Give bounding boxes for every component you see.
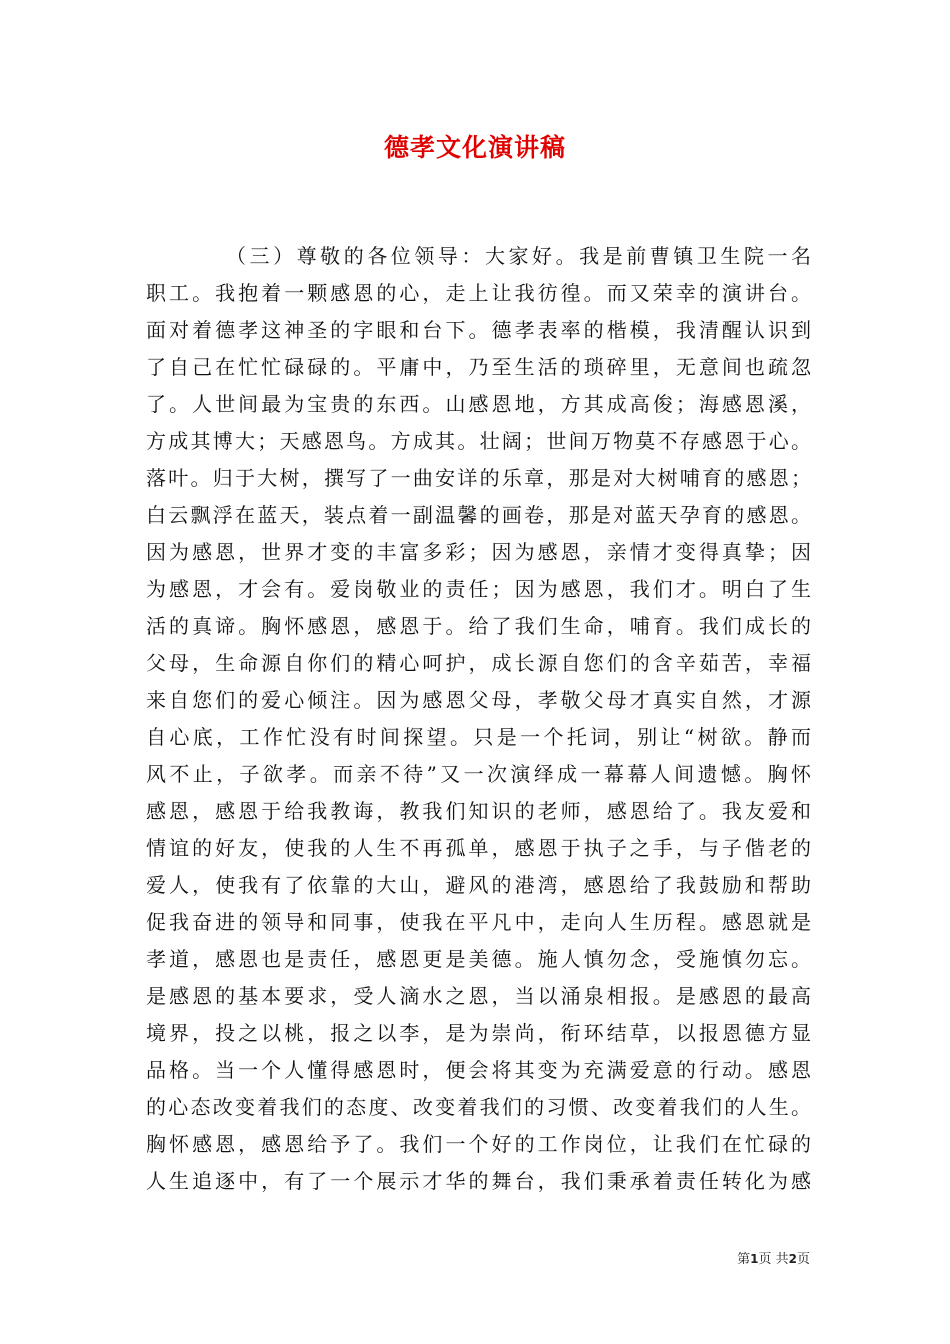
body-line: 面对着德孝这神圣的字眼和台下。德孝表率的楷模，我清醒认识到: [146, 318, 811, 342]
body-line: 落叶。归于大树，撰写了一曲安详的乐章，那是对大树哺育的感恩；: [146, 466, 811, 490]
body-line: 父母，生命源自你们的精心呵护，成长源自您们的含辛茹苦，幸福: [146, 651, 811, 675]
footer-suffix: 页: [796, 1252, 810, 1267]
body-line: 促我奋进的领导和同事，使我在平凡中，走向人生历程。感恩就是: [146, 910, 811, 934]
body-line: 品格。当一个人懂得感恩时，便会将其变为充满爱意的行动。感恩: [146, 1058, 811, 1082]
body-line: 感恩，感恩于给我教诲，教我们知识的老师，感恩给了。我友爱和: [146, 799, 811, 823]
footer-middle: 页 共: [758, 1252, 789, 1267]
body-line: 职工。我抱着一颗感恩的心，走上让我彷徨。而又荣幸的演讲台。: [146, 281, 811, 305]
footer-total-pages: 2: [788, 1252, 797, 1266]
body-line: 活的真谛。胸怀感恩，感恩于。给了我们生命，哺育。我们成长的: [146, 614, 811, 638]
body-line: 是感恩的基本要求，受人滴水之恩，当以涌泉相报。是感恩的最高: [146, 984, 811, 1008]
body-line: 因为感恩，世界才变的丰富多彩；因为感恩，亲情才变得真挚；因: [146, 540, 811, 564]
body-line: 孝道，感恩也是责任，感恩更是美德。施人慎勿念，受施慎勿忘。: [146, 947, 811, 971]
body-line: 来自您们的爱心倾注。因为感恩父母，孝敬父母才真实自然，才源: [146, 688, 811, 712]
body-line: 情谊的好友，使我的人生不再孤单，感恩于执子之手，与子偕老的: [146, 836, 811, 860]
body-line: 风不止，子欲孝。而亲不待”又一次演绎成一幕幕人间遗憾。胸怀: [146, 762, 811, 786]
body-line: 方成其博大；天感恩鸟。方成其。壮阔；世间万物莫不存感恩于心。: [146, 429, 811, 453]
footer-prefix: 第: [737, 1252, 751, 1267]
page-footer: [650, 1248, 810, 1267]
document-title: 德孝文化演讲稿: [383, 133, 566, 162]
body-line: 爱人，使我有了依靠的大山，避风的港湾，感恩给了我鼓励和帮助: [146, 873, 811, 897]
body-line: 胸怀感恩，感恩给予了。我们一个好的工作岗位，让我们在忙碌的: [146, 1132, 811, 1156]
body-line: 的心态改变着我们的态度、改变着我们的习惯、改变着我们的人生。: [146, 1095, 811, 1119]
body-line: 自心底，工作忙没有时间探望。只是一个托词，别让“树欲。静而: [146, 725, 811, 749]
body-line: 了自己在忙忙碌碌的。平庸中，乃至生活的琐碎里，无意间也疏忽: [146, 355, 811, 379]
body-line: 白云飘浮在蓝天，装点着一副温馨的画卷，那是对蓝天孕育的感恩。: [146, 503, 811, 527]
body-line: 了。人世间最为宝贵的东西。山感恩地，方其成高俊；海感恩溪，: [146, 392, 811, 416]
footer-current-page: 1: [750, 1252, 759, 1266]
body-line: （三）尊敬的各位领导：大家好。我是前曹镇卫生院一名: [226, 244, 811, 268]
body-text: [146, 238, 811, 1200]
body-line: 人生追逐中，有了一个展示才华的舞台，我们秉承着责任转化为感: [146, 1169, 811, 1193]
body-line: 为感恩，才会有。爱岗敬业的责任；因为感恩，我们才。明白了生: [146, 577, 811, 601]
body-line: 境界，投之以桃，报之以李，是为崇尚，衔环结草，以报恩德方显: [146, 1021, 811, 1045]
